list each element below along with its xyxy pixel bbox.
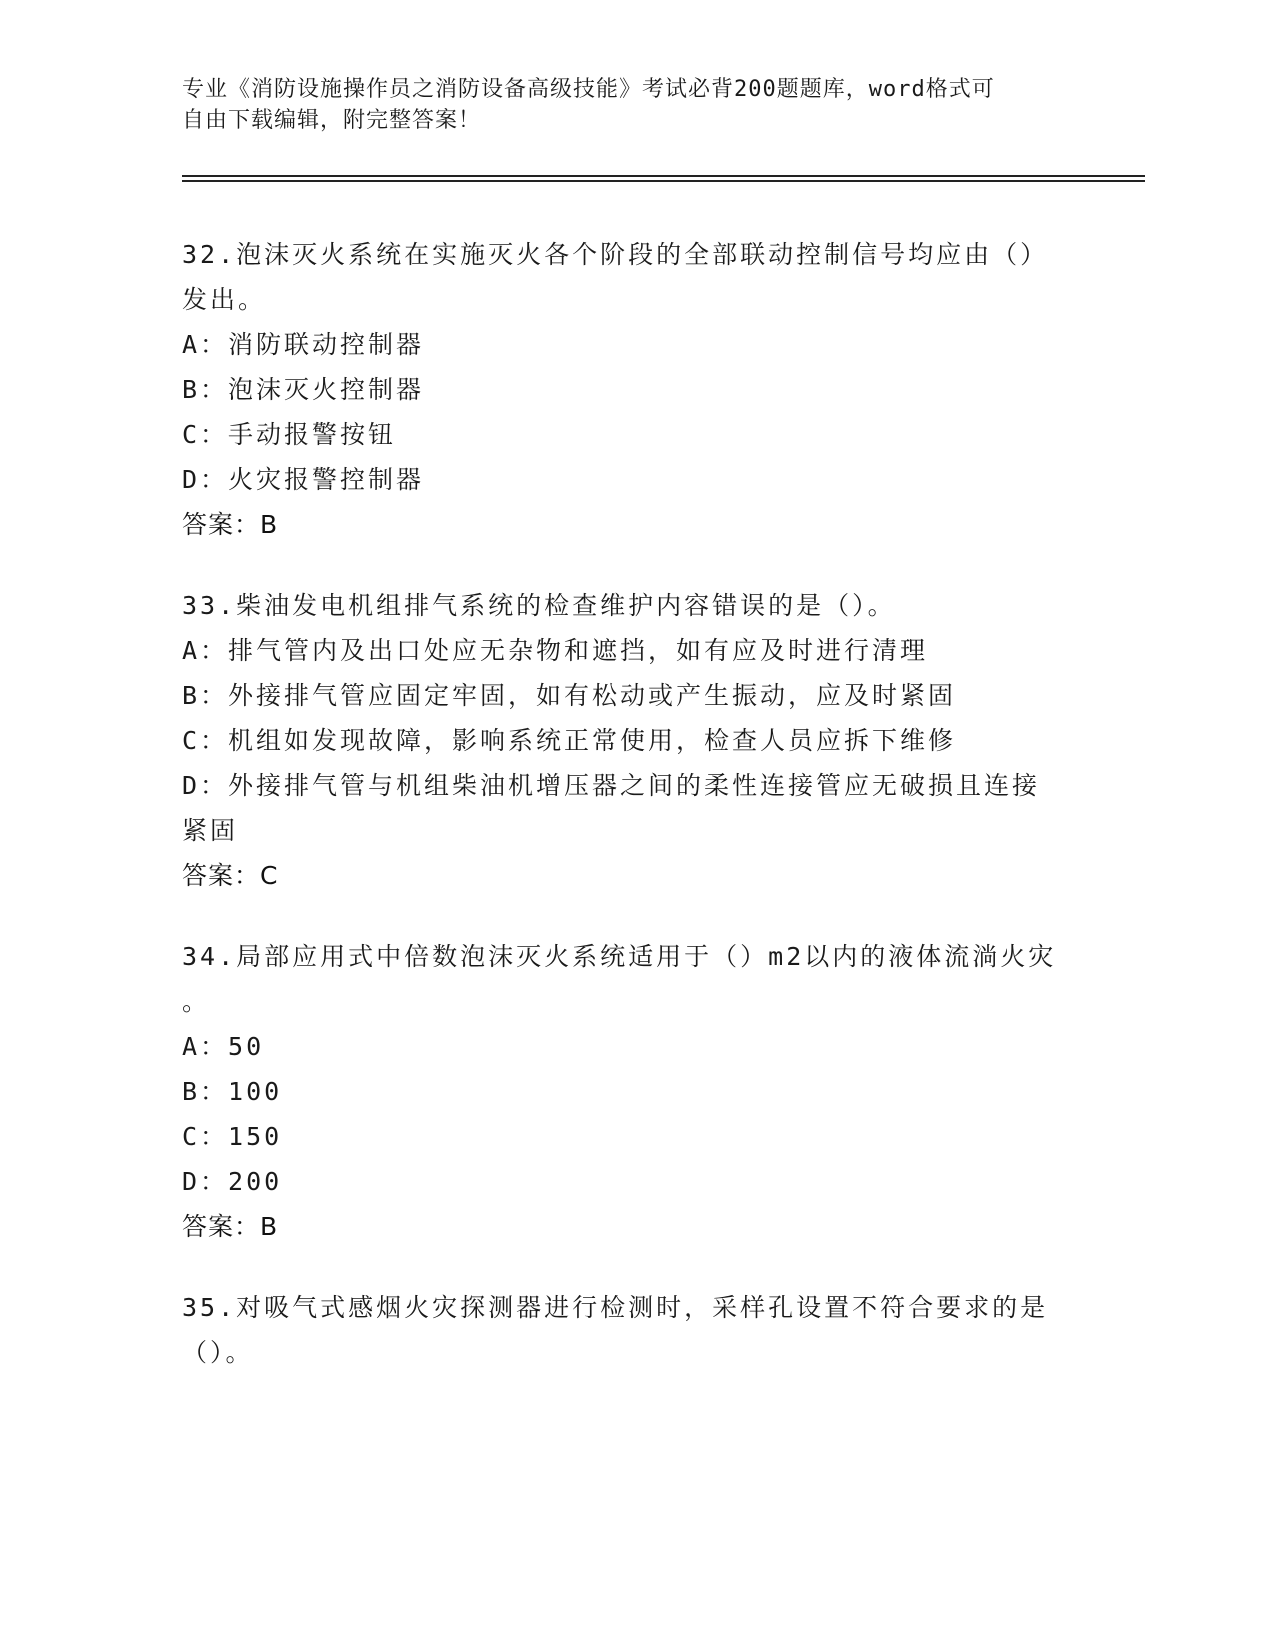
option-a: A：50: [182, 1032, 265, 1061]
document-header: [182, 74, 1062, 136]
question-stem-line: 发出。: [182, 285, 267, 314]
option-b: B：100: [182, 1077, 283, 1106]
answer-label: 答案：B: [182, 1212, 279, 1241]
option-d: D：外接排气管与机组柴油机增压器之间的柔性连接管应无破损且连接: [182, 771, 1041, 800]
option-a: A：排气管内及出口处应无杂物和遮挡，如有应及时进行清理: [182, 636, 929, 665]
question-34: [182, 934, 1082, 1249]
option-b: B：泡沫灭火控制器: [182, 375, 425, 404]
question-stem-line: 32.泡沫灭火系统在实施灭火各个阶段的全部联动控制信号均应由（）: [182, 240, 1049, 269]
option-d-continued: 紧固: [182, 816, 239, 845]
answer-label: 答案：C: [182, 861, 279, 890]
question-32: [182, 232, 1082, 547]
option-d: D：200: [182, 1167, 283, 1196]
header-rule-bottom: [182, 180, 1145, 182]
question-stem-line: 35.对吸气式感烟火灾探测器进行检测时，采样孔设置不符合要求的是: [182, 1293, 1049, 1322]
header-line-1: 专业《消防设施操作员之消防设备高级技能》考试必背200题题库，word格式可: [182, 77, 995, 102]
question-list: [182, 232, 1082, 1411]
header-rule-top: [182, 175, 1145, 177]
answer-label: 答案：B: [182, 510, 279, 539]
option-b: B：外接排气管应固定牢固，如有松动或产生振动，应及时紧固: [182, 681, 957, 710]
question-stem-line: 34.局部应用式中倍数泡沫灭火系统适用于（）m2以内的液体流淌火灾: [182, 942, 1057, 971]
option-c: C：150: [182, 1122, 283, 1151]
option-a: A：消防联动控制器: [182, 330, 425, 359]
header-line-2: 自由下载编辑，附完整答案！: [182, 108, 482, 133]
question-stem-line: 。: [182, 987, 211, 1016]
option-d: D：火灾报警控制器: [182, 465, 425, 494]
option-c: C：机组如发现故障，影响系统正常使用，检查人员应拆下维修: [182, 726, 957, 755]
question-stem-line: （）。: [182, 1338, 254, 1367]
question-33: [182, 583, 1082, 898]
question-stem-line: 33.柴油发电机组排气系统的检查维护内容错误的是（）。: [182, 591, 896, 620]
option-c: C：手动报警按钮: [182, 420, 397, 449]
question-35: [182, 1285, 1082, 1375]
